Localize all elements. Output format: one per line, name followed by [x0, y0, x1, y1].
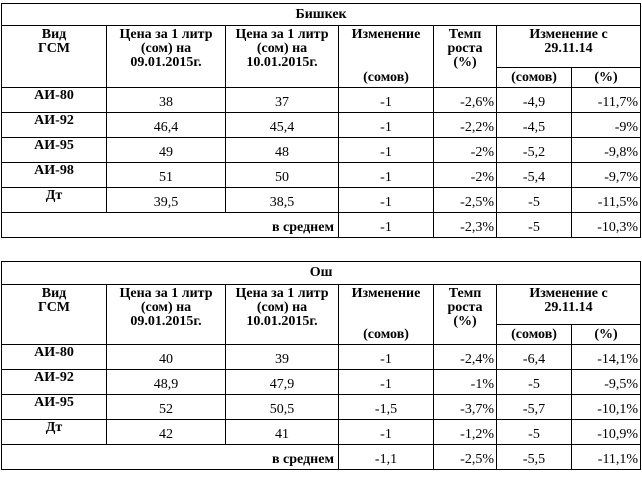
growth-value: -1%: [434, 370, 497, 395]
since-pct-value: -9,7%: [572, 163, 641, 188]
header-growth: Темп роста (%): [434, 285, 497, 345]
change-value: -1: [339, 420, 434, 445]
since-pct-value: -10,9%: [572, 420, 641, 445]
fuel-name: Дт: [2, 188, 107, 213]
since-som-value: -5,4: [497, 163, 572, 188]
change-value: -1: [339, 345, 434, 370]
price-table-osh: [1, 261, 641, 470]
fuel-name: АИ-95: [2, 138, 107, 163]
header-since-som: (сомов): [497, 68, 572, 88]
fuel-name: АИ-98: [2, 163, 107, 188]
header-row: [2, 26, 641, 68]
price-curr: 47,9: [226, 370, 339, 395]
price-prev: 48,9: [107, 370, 226, 395]
price-curr: 38,5: [226, 188, 339, 213]
growth-value: -2%: [434, 163, 497, 188]
since-pct-value: -10,1%: [572, 395, 641, 420]
average-growth: -2,5%: [434, 445, 497, 470]
since-pct-value: -14,1%: [572, 345, 641, 370]
change-value: -1: [339, 113, 434, 138]
table-row: [2, 370, 641, 395]
price-curr: 39: [226, 345, 339, 370]
since-som-value: -4,9: [497, 88, 572, 113]
change-value: -1,5: [339, 395, 434, 420]
fuel-name: АИ-95: [2, 395, 107, 420]
growth-value: -2,5%: [434, 188, 497, 213]
since-som-value: -5: [497, 370, 572, 395]
city-title: Бишкек: [2, 4, 641, 26]
since-som-value: -4,5: [497, 113, 572, 138]
change-value: -1: [339, 163, 434, 188]
average-row: [2, 213, 641, 238]
city-title: Ош: [2, 262, 641, 285]
price-prev: 51: [107, 163, 226, 188]
price-table-bishkek: [1, 3, 641, 238]
table-row: [2, 163, 641, 188]
header-change-since: Изменение с 29.11.14: [497, 285, 641, 325]
average-label: в среднем: [2, 445, 339, 470]
table-row: [2, 345, 641, 370]
growth-value: -1,2%: [434, 420, 497, 445]
growth-value: -2%: [434, 138, 497, 163]
change-value: -1: [339, 138, 434, 163]
city-row: [2, 4, 641, 26]
since-som-value: -5,7: [497, 395, 572, 420]
average-since-som: -5,5: [497, 445, 572, 470]
price-prev: 42: [107, 420, 226, 445]
header-change-unit: (сомов): [363, 327, 409, 342]
header-growth: Темп роста (%): [434, 26, 497, 88]
since-som-value: -5,2: [497, 138, 572, 163]
price-prev: 39,5: [107, 188, 226, 213]
header-since-som: (сомов): [497, 325, 572, 345]
header-change: Изменение (сомов): [339, 26, 434, 88]
since-pct-value: -9,8%: [572, 138, 641, 163]
price-prev: 46,4: [107, 113, 226, 138]
header-change-unit: (сомов): [363, 70, 409, 85]
average-change: -1: [339, 213, 434, 238]
header-since-pct: (%): [572, 325, 641, 345]
price-prev: 52: [107, 395, 226, 420]
change-value: -1: [339, 188, 434, 213]
table-body: [2, 345, 641, 445]
header-change: Изменение (сомов): [339, 285, 434, 345]
header-change-since: Изменение с 29.11.14: [497, 26, 641, 68]
average-label: в среднем: [2, 213, 339, 238]
price-curr: 37: [226, 88, 339, 113]
fuel-name: АИ-80: [2, 88, 107, 113]
header-price-curr: Цена за 1 литр (сом) на 10.01.2015г.: [226, 285, 339, 345]
price-curr: 50: [226, 163, 339, 188]
price-curr: 45,4: [226, 113, 339, 138]
fuel-name: АИ-92: [2, 370, 107, 395]
table-row: [2, 188, 641, 213]
table-row: [2, 420, 641, 445]
since-pct-value: -11,7%: [572, 88, 641, 113]
since-pct-value: -9%: [572, 113, 641, 138]
growth-value: -2,4%: [434, 345, 497, 370]
growth-value: -2,2%: [434, 113, 497, 138]
fuel-name: Дт: [2, 420, 107, 445]
since-som-value: -5: [497, 188, 572, 213]
growth-value: -3,7%: [434, 395, 497, 420]
price-prev: 49: [107, 138, 226, 163]
price-curr: 50,5: [226, 395, 339, 420]
price-curr: 41: [226, 420, 339, 445]
header-fuel-type: Вид ГСМ: [2, 26, 107, 88]
price-prev: 38: [107, 88, 226, 113]
table-row: [2, 138, 641, 163]
header-fuel-type: Вид ГСМ: [2, 285, 107, 345]
growth-value: -2,6%: [434, 88, 497, 113]
average-since-som: -5: [497, 213, 572, 238]
price-curr: 48: [226, 138, 339, 163]
average-row: [2, 445, 641, 470]
change-value: -1: [339, 88, 434, 113]
average-growth: -2,3%: [434, 213, 497, 238]
header-price-prev: Цена за 1 литр (сом) на 09.01.2015г.: [107, 285, 226, 345]
since-pct-value: -11,5%: [572, 188, 641, 213]
fuel-name: АИ-80: [2, 345, 107, 370]
fuel-name: АИ-92: [2, 113, 107, 138]
price-prev: 40: [107, 345, 226, 370]
header-growth-unit: (%): [453, 314, 477, 329]
since-pct-value: -9,5%: [572, 370, 641, 395]
header-price-prev: Цена за 1 литр (сом) на 09.01.2015г.: [107, 26, 226, 88]
change-value: -1: [339, 370, 434, 395]
header-since-pct: (%): [572, 68, 641, 88]
table-row: [2, 88, 641, 113]
average-since-pct: -10,3%: [572, 213, 641, 238]
average-since-pct: -11,1%: [572, 445, 641, 470]
header-price-curr: Цена за 1 литр (сом) на 10.01.2015г.: [226, 26, 339, 88]
since-som-value: -6,4: [497, 345, 572, 370]
table-body: [2, 88, 641, 213]
since-som-value: -5: [497, 420, 572, 445]
header-growth-unit: (%): [453, 55, 477, 70]
table-row: [2, 395, 641, 420]
city-row: [2, 262, 641, 285]
average-change: -1,1: [339, 445, 434, 470]
table-row: [2, 113, 641, 138]
header-row: [2, 285, 641, 325]
